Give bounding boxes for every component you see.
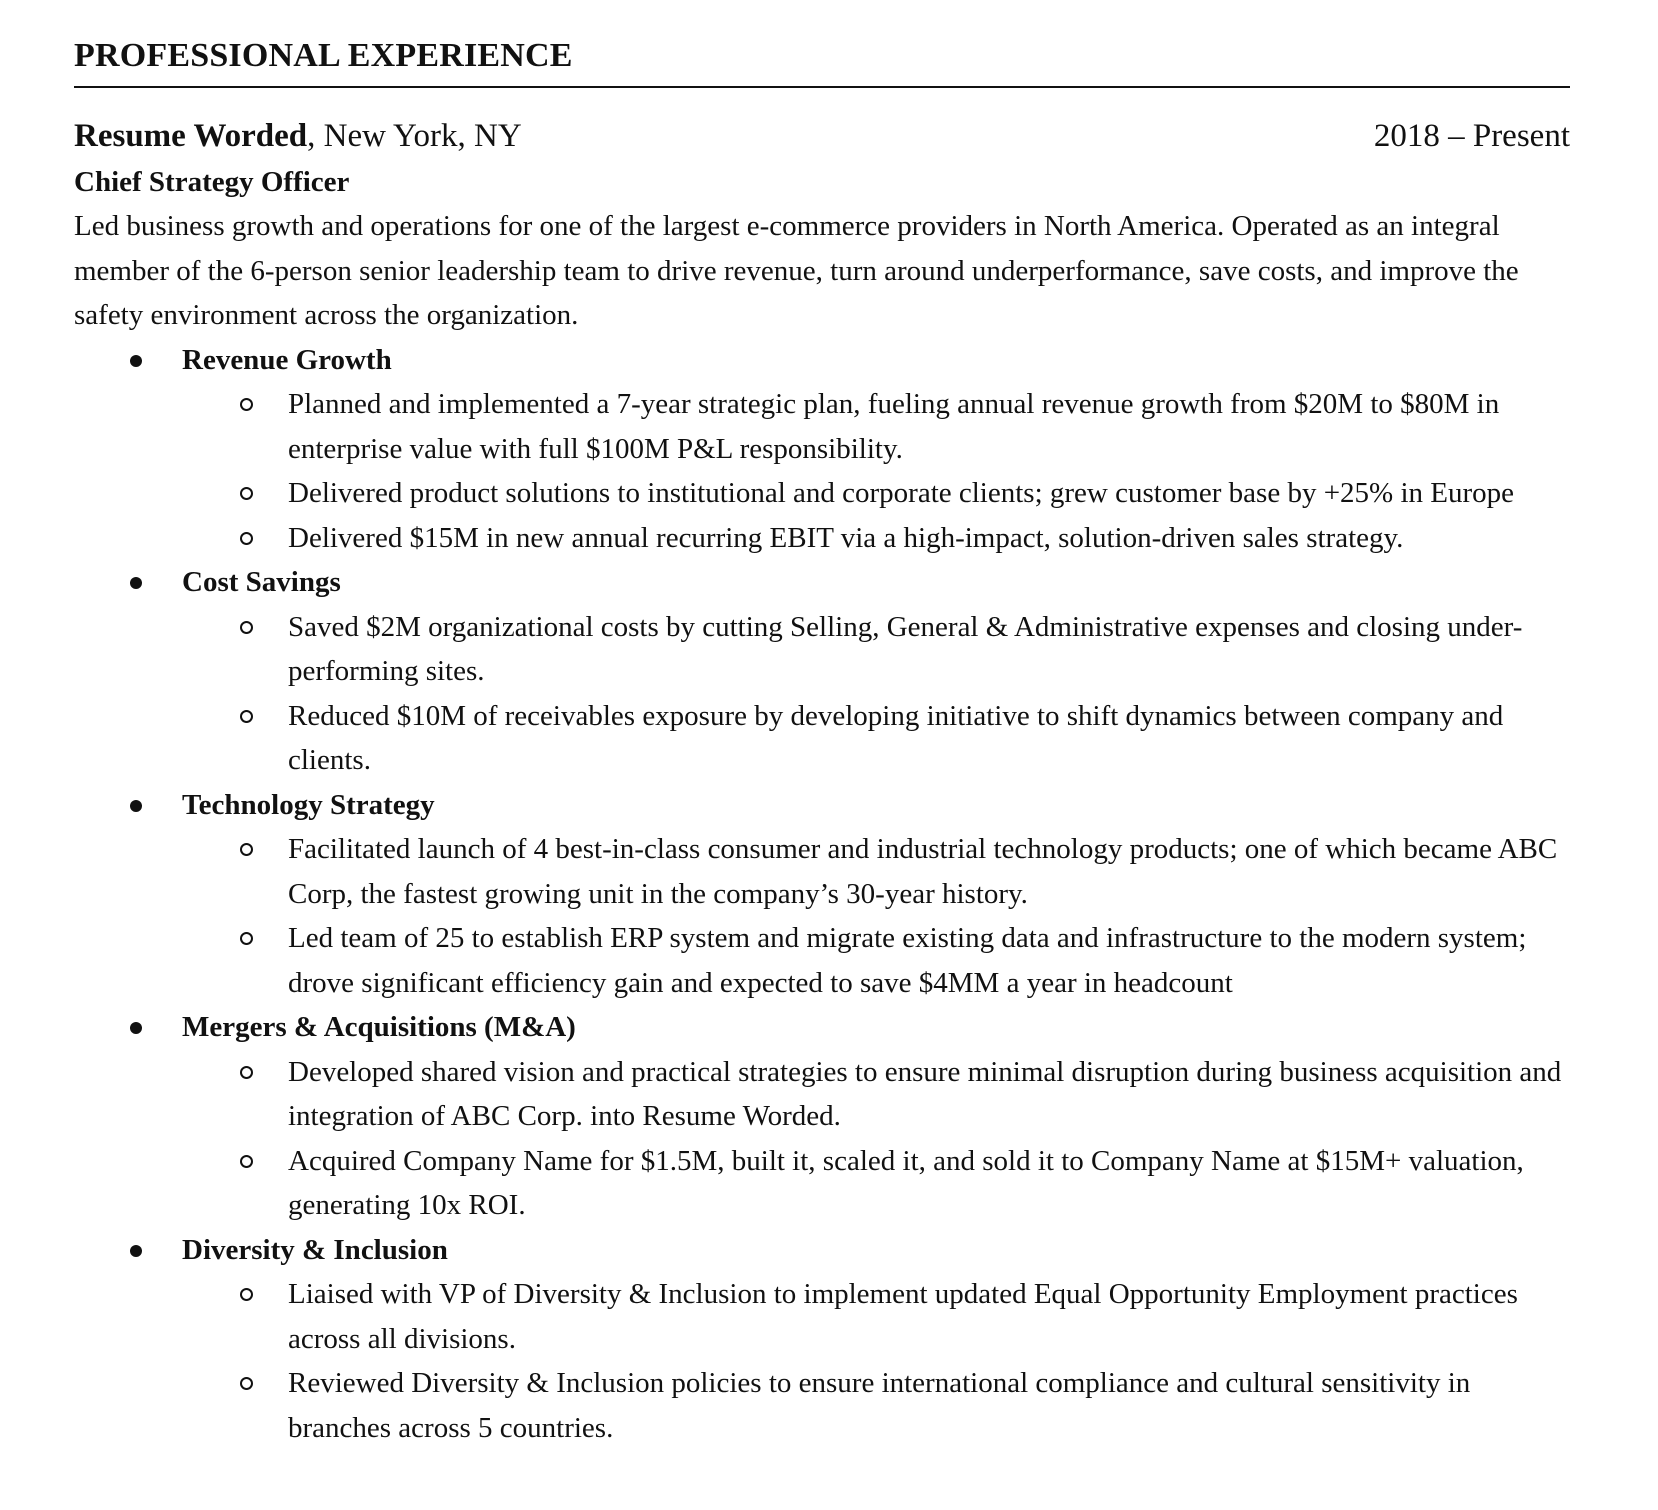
hollow-bullet-icon bbox=[240, 1288, 253, 1301]
section-divider bbox=[74, 86, 1570, 88]
bullet-text: Led team of 25 to establish ERP system and migrate existing data and infrastructure to the modern system; drove significant efficiency gain and expected to save $4MM a year in headcount bbox=[288, 922, 1527, 999]
filled-bullet-icon bbox=[130, 355, 142, 367]
hollow-bullet-icon bbox=[240, 1155, 253, 1168]
bullet-text: Liaised with VP of Diversity & Inclusion to implement updated Equal Opportunity Employment practices across all divisions. bbox=[288, 1278, 1518, 1355]
bullet-point bbox=[288, 1272, 1570, 1361]
bullet-text: Planned and implemented a 7-year strategic plan, fueling annual revenue growth from $20M to $80M in enterprise value with full $100M P&L responsibility. bbox=[288, 388, 1500, 465]
job-dates: 2018 – Present bbox=[1373, 118, 1570, 154]
bullet-point bbox=[288, 516, 1570, 561]
category-item bbox=[74, 1228, 1570, 1451]
bullet-text: Facilitated launch of 4 best-in-class consumer and industrial technology products; one of which became ABC Corp, the fastest growing unit in the company’s 30-year history. bbox=[288, 833, 1558, 910]
category-label: Mergers & Acquisitions (M&A) bbox=[182, 1011, 576, 1043]
bullet-point bbox=[288, 916, 1570, 1005]
hollow-bullet-icon bbox=[240, 932, 253, 945]
category-label: Revenue Growth bbox=[182, 343, 392, 376]
bullet-point bbox=[288, 1361, 1570, 1450]
bullet-point bbox=[288, 694, 1570, 783]
category-item bbox=[74, 1005, 1570, 1228]
category-label: Technology Strategy bbox=[182, 788, 435, 821]
job-header bbox=[74, 114, 1570, 158]
bullet-point bbox=[288, 827, 1570, 916]
filled-bullet-icon bbox=[130, 577, 142, 589]
category-points bbox=[182, 1050, 1570, 1228]
bullet-point bbox=[288, 1139, 1570, 1228]
hollow-bullet-icon bbox=[240, 1066, 253, 1079]
company-location: , New York, NY bbox=[307, 118, 522, 154]
hollow-bullet-icon bbox=[240, 843, 253, 856]
section-title: PROFESSIONAL EXPERIENCE bbox=[74, 37, 573, 74]
company-name: Resume Worded bbox=[74, 118, 308, 154]
hollow-bullet-icon bbox=[240, 398, 253, 411]
hollow-bullet-icon bbox=[240, 487, 253, 500]
hollow-bullet-icon bbox=[240, 532, 253, 545]
category-item bbox=[74, 783, 1570, 1006]
bullet-text: Reduced $10M of receivables exposure by developing initiative to shift dynamics between company and clients. bbox=[288, 699, 1504, 776]
filled-bullet-icon bbox=[130, 1245, 142, 1257]
bullet-point bbox=[288, 1050, 1570, 1139]
category-label: Diversity & Inclusion bbox=[182, 1233, 448, 1266]
category-item bbox=[74, 338, 1570, 561]
employer bbox=[74, 114, 522, 158]
job-summary: Led business growth and operations for one of the largest e-commerce providers in North America. Operated as an integral member of the 6-person senior leadership team to drive revenue, turn around underperformance, save costs, and improve the safety environment across the organization. bbox=[74, 210, 1519, 331]
bullet-point bbox=[288, 605, 1570, 694]
hollow-bullet-icon bbox=[240, 710, 253, 723]
category-points bbox=[182, 1272, 1570, 1450]
hollow-bullet-icon bbox=[240, 1377, 253, 1390]
category-points bbox=[182, 827, 1570, 1005]
bullet-text: Delivered $15M in new annual recurring EBIT via a high-impact, solution-driven sales strategy. bbox=[288, 521, 1404, 554]
category-points bbox=[182, 382, 1570, 560]
bullet-text: Acquired Company Name for $1.5M, built it, scaled it, and sold it to Company Name at $15M+ valuation, generating 10x ROI. bbox=[288, 1144, 1524, 1221]
job-title: Chief Strategy Officer bbox=[74, 166, 350, 198]
achievement-categories bbox=[74, 338, 1570, 1451]
bullet-text: Reviewed Diversity & Inclusion policies to ensure international compliance and cultural sensitivity in branches across 5 countries. bbox=[288, 1367, 1471, 1444]
category-label: Cost Savings bbox=[182, 566, 341, 598]
resume-page bbox=[74, 32, 1570, 1450]
bullet-point bbox=[288, 471, 1570, 516]
bullet-text: Saved $2M organizational costs by cutting Selling, General & Administrative expenses and closing under-performing sites. bbox=[288, 610, 1523, 687]
hollow-bullet-icon bbox=[240, 621, 253, 634]
filled-bullet-icon bbox=[130, 800, 142, 812]
filled-bullet-icon bbox=[130, 1022, 142, 1034]
bullet-text: Delivered product solutions to institutional and corporate clients; grew customer base by +25% in Europe bbox=[288, 477, 1515, 509]
category-points bbox=[182, 605, 1570, 783]
bullet-text: Developed shared vision and practical strategies to ensure minimal disruption during business acquisition and integration of ABC Corp. into Resume Worded. bbox=[288, 1055, 1562, 1132]
category-item bbox=[74, 560, 1570, 783]
bullet-point bbox=[288, 382, 1570, 471]
